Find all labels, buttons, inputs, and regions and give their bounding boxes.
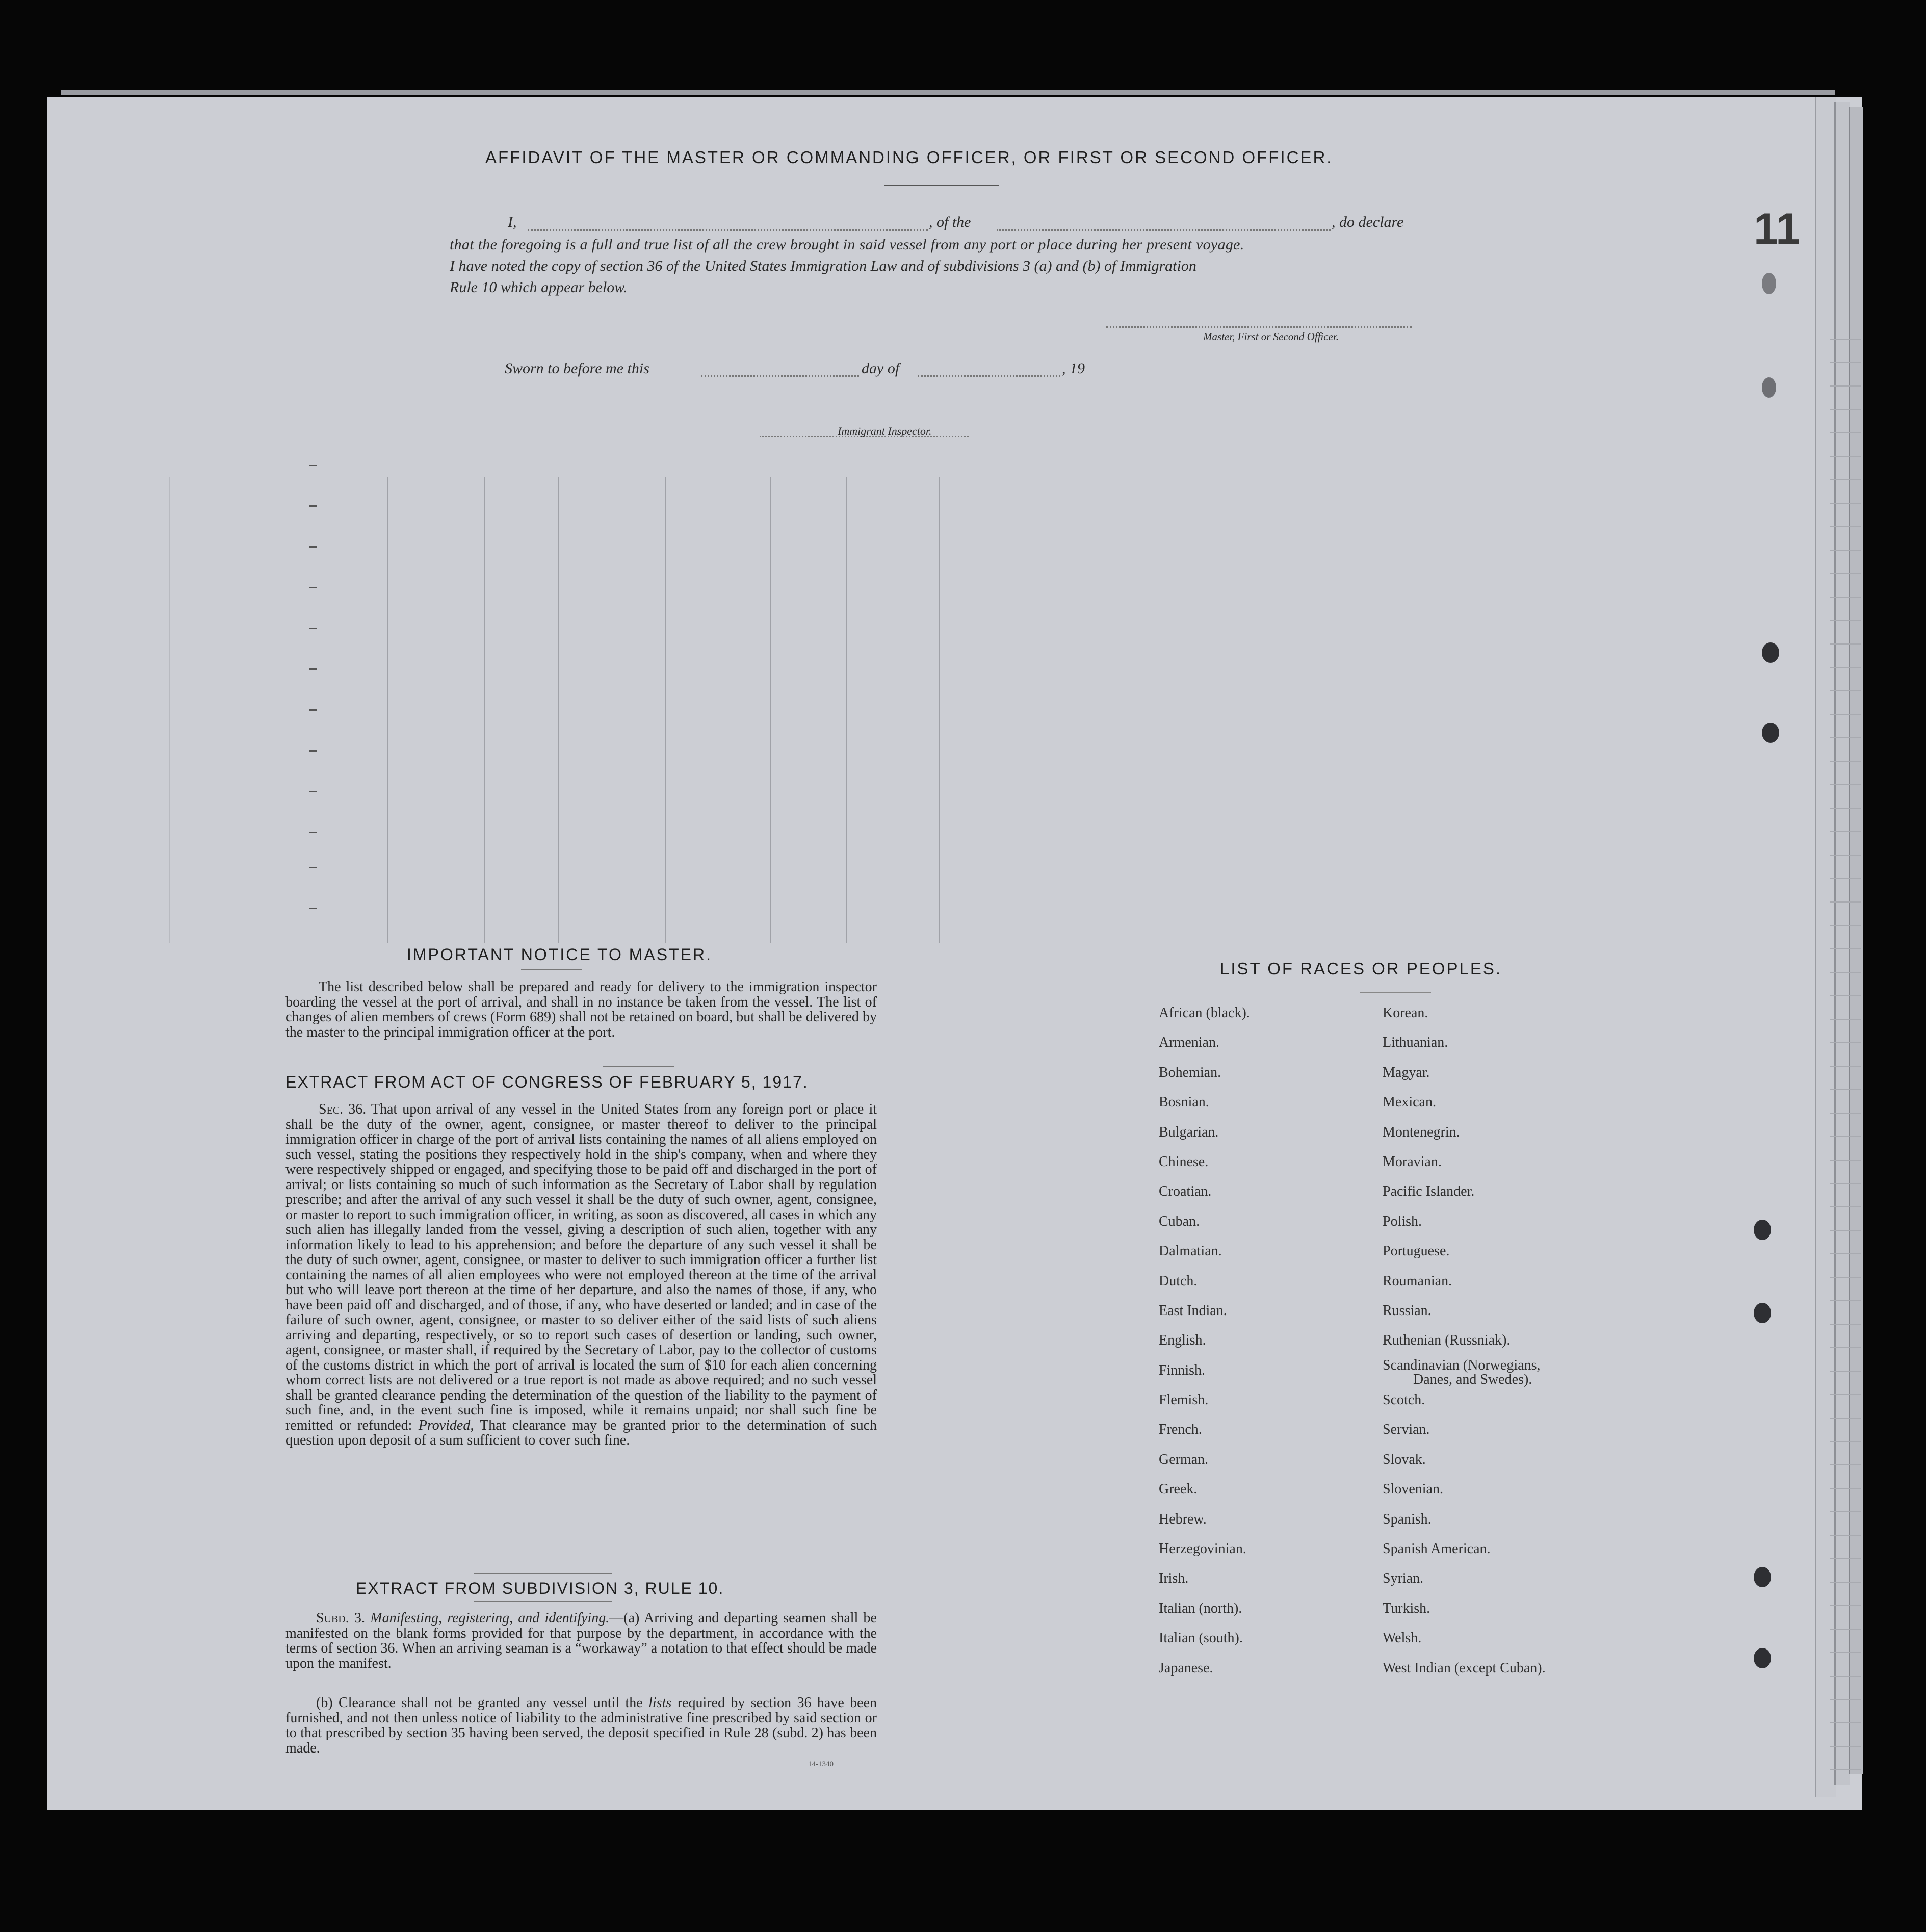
race-item: Slovenian.: [1383, 1481, 1443, 1498]
race-item: Russian.: [1383, 1302, 1432, 1319]
table-column-line: [665, 477, 666, 943]
race-item: Lithuanian.: [1383, 1035, 1448, 1051]
binder-hole: [1754, 1303, 1771, 1323]
race-item: Scotch.: [1383, 1392, 1425, 1408]
race-item: Bulgarian.: [1159, 1124, 1219, 1140]
inspector-caption: Immigrant Inspector.: [838, 425, 932, 437]
race-item: Chinese.: [1159, 1153, 1209, 1170]
race-item: Mexican.: [1383, 1094, 1436, 1111]
row-tick: [309, 587, 317, 588]
notice-underline: [521, 969, 582, 970]
race-item: Italian (north).: [1159, 1600, 1242, 1616]
sec-label: Sec. 36.: [319, 1101, 367, 1117]
race-item: Cuban.: [1159, 1213, 1200, 1229]
notice-body: The list described below shall be prepared and ready for delivery to the immigration inspector boarding the vessel at the port of arrival, and shall in no instance be taken from the vessel. The list of changes of alien members of crews (Form 689) shall not be retained on board, but shall be delivered by the master to the principal immigration officer at the port.: [285, 979, 877, 1040]
table-column-line: [846, 477, 847, 943]
race-item: Polish.: [1383, 1213, 1422, 1229]
para-b-end: required by section 36 have been furnished, and not then unless notice of liability to the administrative fine prescribed by said section or to that prescribed by section 35 having been served, the deposit specified in Rule 28 (subd. 2) has been made.: [285, 1695, 877, 1756]
row-tick: [309, 750, 317, 752]
row-tick: [309, 709, 317, 711]
race-item: Korean.: [1383, 1005, 1428, 1021]
notice-title: IMPORTANT NOTICE TO MASTER.: [407, 945, 712, 964]
subd-title: Manifesting, registering, and identifying.: [370, 1610, 610, 1626]
form-sheet: [47, 97, 1862, 1810]
race-item: German.: [1159, 1451, 1209, 1467]
race-item: Servian.: [1383, 1422, 1430, 1438]
race-item: Scandinavian (Norwegians,: [1383, 1357, 1541, 1373]
race-item: Bosnian.: [1159, 1094, 1209, 1111]
title-underline: [884, 185, 999, 186]
race-item: East Indian.: [1159, 1302, 1227, 1319]
day-of-label: day of: [862, 360, 900, 377]
race-item: Croatian.: [1159, 1183, 1212, 1200]
form-number: 14-1340: [808, 1760, 834, 1768]
row-tick: [309, 668, 317, 670]
affidavit-of-the: , of the: [929, 214, 971, 230]
race-item: Turkish.: [1383, 1600, 1430, 1616]
race-item: Montenegrin.: [1383, 1124, 1460, 1140]
races-right-column: [1383, 1006, 1546, 1690]
sec-36-text-end: That clearance may be granted prior to the determination of such question upon deposit of a sum sufficient to cover such fine.: [285, 1417, 877, 1448]
vessel-field[interactable]: [997, 229, 1331, 231]
row-tick: [309, 908, 317, 909]
affidavit-line-4: Rule 10 which appear below.: [450, 279, 628, 296]
binder-hole: [1754, 1220, 1771, 1240]
table-column-line: [169, 477, 170, 943]
act-extract-divider: [474, 1573, 612, 1574]
race-item: Moravian.: [1383, 1153, 1442, 1170]
table-column-line: [770, 477, 771, 943]
race-item: Welsh.: [1383, 1630, 1422, 1646]
para-a-text: —(a) Arriving and departing seamen shall be manifested on the blank forms provided for that purpose by the department, in accordance with the terms of section 36. When an arriving seaman is a “workaway” a notation to that effect should be made upon the manifest.: [285, 1610, 877, 1671]
sworn-month-field[interactable]: [918, 375, 1060, 377]
binder-hole: [1762, 642, 1779, 663]
officer-signature-field[interactable]: [1106, 326, 1412, 328]
affidavit-title: AFFIDAVIT OF THE MASTER OR COMMANDING OFFICER, OR FIRST OR SECOND OFFICER.: [485, 148, 1333, 167]
race-item: Spanish American.: [1383, 1541, 1491, 1557]
row-tick: [309, 546, 317, 548]
margin-handwritten-mark: 11: [1754, 204, 1800, 253]
race-item: Hebrew.: [1159, 1511, 1207, 1527]
row-tick: [309, 832, 317, 833]
race-item: Slovak.: [1383, 1451, 1426, 1467]
race-item: Dutch.: [1159, 1273, 1198, 1289]
race-item: Syrian.: [1383, 1570, 1424, 1587]
race-item: Armenian.: [1159, 1035, 1219, 1051]
race-item: French.: [1159, 1422, 1202, 1438]
affidavit-i: I,: [508, 214, 517, 230]
races-underline: [1360, 992, 1431, 993]
race-item: Spanish.: [1383, 1511, 1432, 1527]
table-column-line: [558, 477, 559, 943]
table-column-line: [387, 477, 388, 943]
affidavit-line-3: I have noted the copy of section 36 of the United States Immigration Law and of subdivisions 3 (a) and (b) of Immigration: [450, 257, 1196, 274]
rule-para-b: [285, 1695, 877, 1756]
binder-hole: [1762, 377, 1776, 398]
affidavit-line-2: that the foregoing is a full and true list of all the crew brought in said vessel from any port or place during her present voyage.: [450, 236, 1244, 253]
rule-para-a: [285, 1611, 877, 1671]
sworn-label: Sworn to before me this: [505, 360, 649, 377]
para-b-start: (b) Clearance shall not be granted any vessel until the: [316, 1695, 643, 1711]
affidavit-declare: , do declare: [1332, 214, 1404, 230]
ruled-edge-lines: [1830, 316, 1861, 1785]
race-item: English.: [1159, 1332, 1206, 1349]
rule-extract-underline: [474, 1601, 612, 1602]
race-item: Roumanian.: [1383, 1273, 1452, 1289]
row-tick: [309, 628, 317, 629]
race-item: Japanese.: [1159, 1660, 1213, 1676]
sec-36-text: That upon arrival of any vessel in the United States from any foreign port or place it shall be the duty of the owner, agent, consignee, or master thereof to deliver to the principal immigration officer in charge of the port of arrival lists containing the names of all aliens employed on such vessel, stating the positions they respectively hold in the ship's company, when and where they were respectively shipped or engaged, and specifying those to be paid off and discharged in the port of arrival; or lists containing so much of such information as the Secretary of Labor shall by regulation prescribe; and after the arrival of any such vessel it shall be the duty of such owner, agent, consignee, or master to report to such immigration officer, in writing, as soon as discovered, all cases in which any such alien has illegally landed from the vessel, giving a description of such alien, together with any information likely to lead to his apprehension; and before the departure of any such vessel it shall be the duty of such owner, agent, consignee, or master to deliver to such immigration officer a further list containing the names of all alien employees who were not employed thereon at the time of the arrival but who will leave port thereon at the time of her departure, and also the names of those, if any, who have been paid off and discharged, and of those, if any, who have deserted or landed; and in case of the failure of such owner, agent, consignee, or master to so deliver either of the said lists of such aliens arriving and departing, respectively, or so to report such cases of desertion or landing, such owner, agent, consignee, or master shall, if required by the Secretary of Labor, pay to the collector of customs of the customs district in which the port of arrival is located the sum of $10 for each alien concerning whom correct lists are not delivered or a true report is not made as above required; and no such vessel shall be granted clearance pending the determination of the question of the liability to the payment of such fine, and, in the event such fine is imposed, while it remains unpaid; nor shall such fine be remitted or refunded:: [285, 1101, 877, 1433]
race-item: Irish.: [1159, 1570, 1189, 1587]
rule-extract-title: EXTRACT FROM SUBDIVISION 3, RULE 10.: [356, 1579, 724, 1598]
race-item: West Indian (except Cuban).: [1383, 1660, 1546, 1676]
notice-divider: [603, 1066, 674, 1067]
row-tick: [309, 791, 317, 792]
race-item: Herzegovinian.: [1159, 1541, 1246, 1557]
race-item: Portuguese.: [1383, 1243, 1450, 1259]
binder-hole: [1762, 723, 1779, 743]
binder-hole: [1754, 1567, 1771, 1587]
race-item: Finnish.: [1159, 1362, 1206, 1378]
binder-hole: [1754, 1648, 1771, 1668]
races-left-column: [1159, 1006, 1250, 1690]
sworn-day-field[interactable]: [701, 375, 859, 377]
race-item: Greek.: [1159, 1481, 1198, 1498]
race-item-continuation: Danes, and Swedes).: [1413, 1371, 1532, 1387]
row-tick: [309, 505, 317, 507]
race-item-scandinavian: [1383, 1357, 1546, 1393]
race-item: Ruthenian (Russniak).: [1383, 1332, 1511, 1349]
name-field[interactable]: [528, 229, 928, 231]
page-top-edge: [61, 90, 1835, 95]
race-item: Flemish.: [1159, 1392, 1209, 1408]
act-extract-body: [285, 1102, 877, 1448]
race-item: Pacific Islander.: [1383, 1183, 1475, 1200]
act-extract-title: EXTRACT FROM ACT OF CONGRESS OF FEBRUARY 5, 1917.: [285, 1073, 809, 1091]
race-item: Dalmatian.: [1159, 1243, 1222, 1259]
officer-caption: Master, First or Second Officer.: [1203, 330, 1339, 343]
year-label: , 19: [1062, 360, 1085, 377]
provided-word: Provided,: [418, 1417, 474, 1433]
race-item: Italian (south).: [1159, 1630, 1243, 1646]
race-item: African (black).: [1159, 1005, 1250, 1021]
row-tick: [309, 465, 317, 466]
row-tick: [309, 867, 317, 868]
subd-label: Subd. 3.: [316, 1610, 366, 1626]
race-item: Magyar.: [1383, 1064, 1430, 1080]
race-item: Bohemian.: [1159, 1064, 1221, 1080]
para-b-lists: lists: [648, 1695, 672, 1711]
table-column-line: [484, 477, 485, 943]
table-column-line: [939, 477, 940, 943]
races-title: LIST OF RACES OR PEOPLES.: [1220, 959, 1502, 978]
binder-hole: [1762, 273, 1776, 294]
